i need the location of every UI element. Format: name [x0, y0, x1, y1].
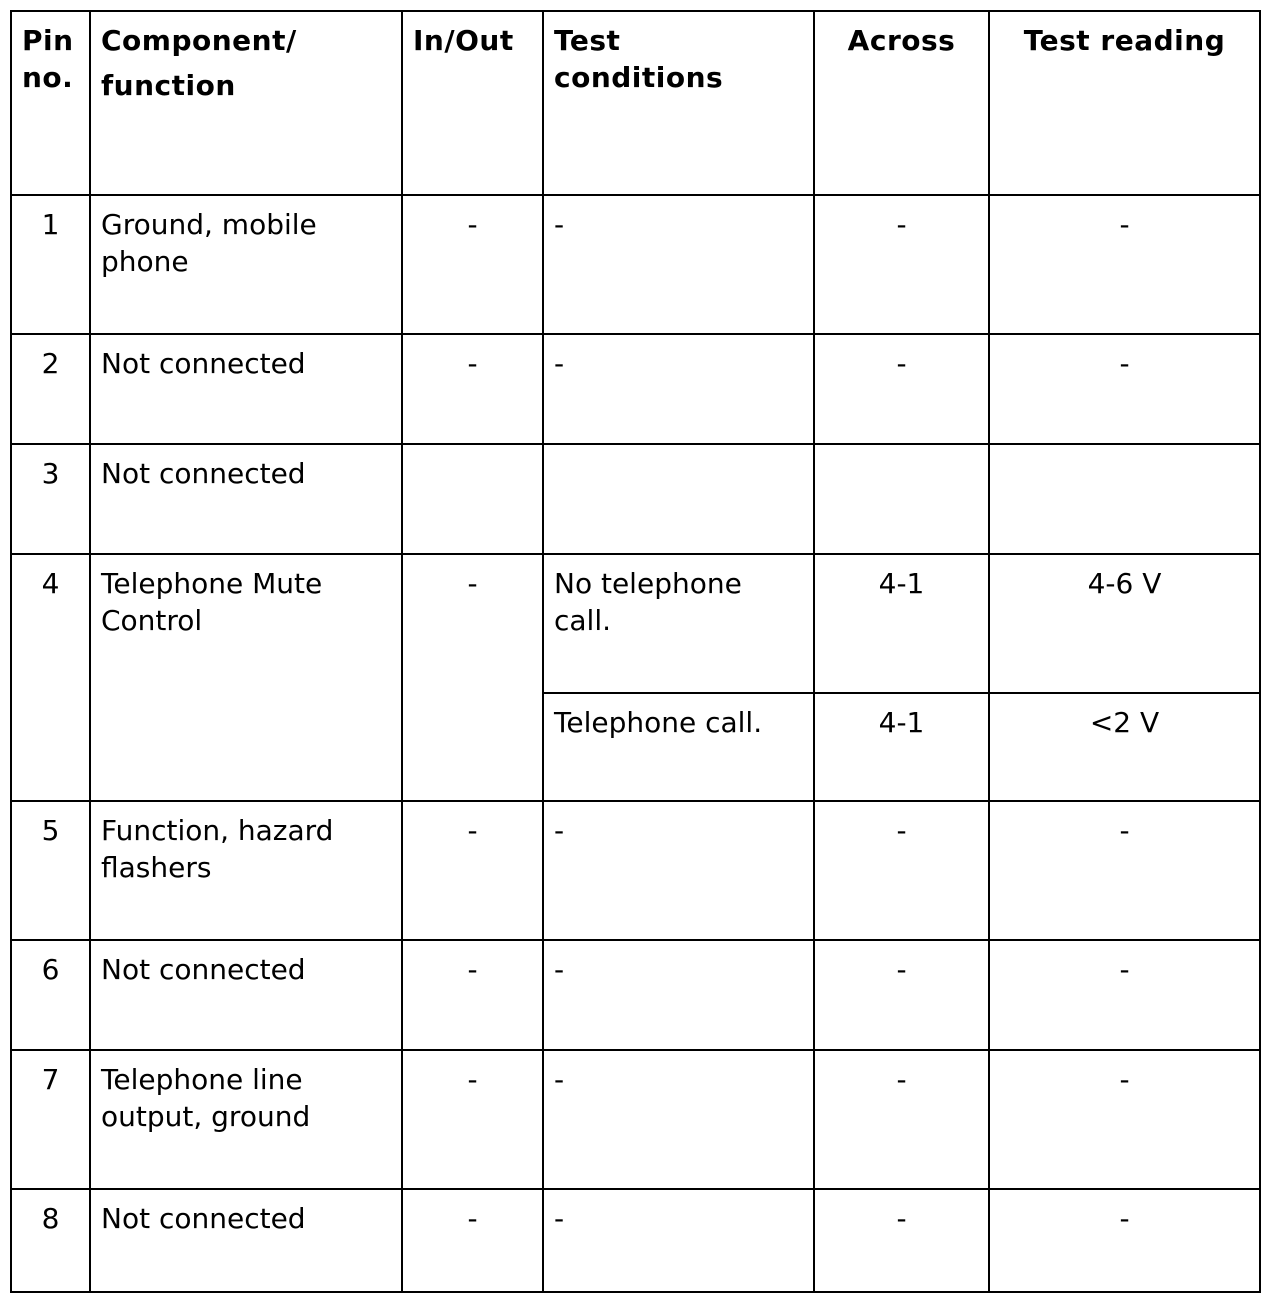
across-cell: -	[814, 334, 989, 444]
component-cell	[90, 195, 402, 334]
header-inout-label: In/Out	[413, 24, 514, 57]
component-line2: flashers	[101, 851, 212, 884]
conditions-cell: -	[543, 195, 814, 334]
reading-cell: -	[989, 801, 1260, 940]
inout-cell: -	[402, 334, 543, 444]
component-line1: Telephone Mute	[101, 567, 323, 600]
reading-cell: <2 V	[989, 693, 1260, 801]
conditions-cell: Telephone call.	[543, 693, 814, 801]
table-row	[11, 334, 1260, 444]
reading-cell: -	[989, 940, 1260, 1050]
component-line1: Ground, mobile	[101, 208, 317, 241]
conditions-line2: call.	[554, 604, 612, 637]
component-cell	[90, 801, 402, 940]
header-pin-line1: Pin	[22, 24, 74, 57]
inout-cell	[402, 444, 543, 554]
pin-cell: 2	[11, 334, 90, 444]
conditions-cell: -	[543, 940, 814, 1050]
across-cell: -	[814, 1189, 989, 1292]
reading-cell: 4-6 V	[989, 554, 1260, 693]
header-reading-label: Test reading	[1023, 24, 1226, 57]
pin-cell: 3	[11, 444, 90, 554]
table-row	[11, 940, 1260, 1050]
conditions-cell: -	[543, 1050, 814, 1189]
pin-cell: 5	[11, 801, 90, 940]
table-row	[11, 1050, 1260, 1189]
reading-cell: -	[989, 1189, 1260, 1292]
component-cell	[90, 554, 402, 801]
header-test-reading	[989, 11, 1260, 195]
component-cell: Not connected	[90, 1189, 402, 1292]
conditions-line1: No telephone	[554, 567, 742, 600]
pin-test-table	[10, 10, 1261, 1293]
inout-cell: -	[402, 195, 543, 334]
header-component	[90, 11, 402, 195]
reading-cell: -	[989, 195, 1260, 334]
table-row	[11, 195, 1260, 334]
header-component-line2: function	[101, 69, 236, 102]
inout-cell: -	[402, 940, 543, 1050]
across-cell: -	[814, 801, 989, 940]
component-cell: Not connected	[90, 334, 402, 444]
component-line2: Control	[101, 604, 203, 637]
inout-cell: -	[402, 801, 543, 940]
header-test-line2: conditions	[554, 61, 724, 94]
header-across-label: Across	[847, 24, 956, 57]
pin-cell: 6	[11, 940, 90, 1050]
reading-cell: -	[989, 334, 1260, 444]
inout-cell: -	[402, 554, 543, 801]
across-cell: -	[814, 195, 989, 334]
conditions-cell: -	[543, 334, 814, 444]
component-line1: Telephone line	[101, 1063, 303, 1096]
header-component-line1: Component/	[101, 24, 297, 57]
table-row	[11, 1189, 1260, 1292]
pin-cell: 8	[11, 1189, 90, 1292]
component-cell: Not connected	[90, 444, 402, 554]
table-row	[11, 801, 1260, 940]
component-line2: phone	[101, 245, 189, 278]
header-test-conditions	[543, 11, 814, 195]
reading-cell: -	[989, 1050, 1260, 1189]
across-cell	[814, 444, 989, 554]
reading-cell	[989, 444, 1260, 554]
conditions-cell	[543, 554, 814, 693]
across-cell: -	[814, 1050, 989, 1189]
header-pin-line2: no.	[22, 61, 74, 94]
conditions-cell: -	[543, 1189, 814, 1292]
pin-cell: 4	[11, 554, 90, 801]
pin-cell: 7	[11, 1050, 90, 1189]
component-cell	[90, 1050, 402, 1189]
table-row	[11, 444, 1260, 554]
component-line2: output, ground	[101, 1100, 311, 1133]
inout-cell: -	[402, 1050, 543, 1189]
pin-cell: 1	[11, 195, 90, 334]
header-across	[814, 11, 989, 195]
conditions-cell: -	[543, 801, 814, 940]
inout-cell: -	[402, 1189, 543, 1292]
across-cell: 4-1	[814, 554, 989, 693]
across-cell: 4-1	[814, 693, 989, 801]
table-row	[11, 554, 1260, 693]
conditions-cell	[543, 444, 814, 554]
header-inout	[402, 11, 543, 195]
across-cell: -	[814, 940, 989, 1050]
header-pin-no	[11, 11, 90, 195]
component-cell: Not connected	[90, 940, 402, 1050]
component-line1: Function, hazard	[101, 814, 334, 847]
header-row	[11, 11, 1260, 195]
header-test-line1: Test	[554, 24, 621, 57]
